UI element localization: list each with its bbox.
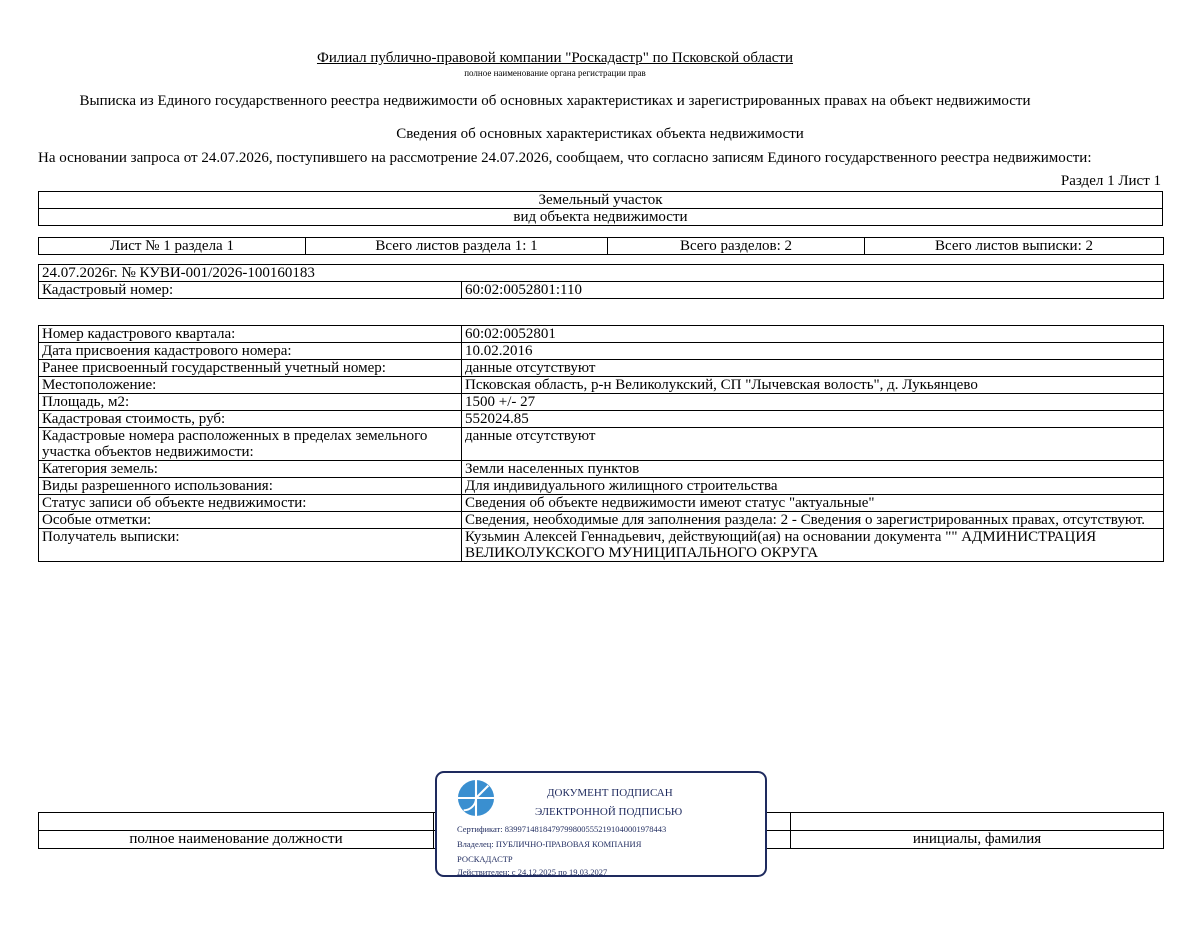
table-row (39, 461, 1164, 478)
section-label: Раздел 1 Лист 1 (1060, 173, 1161, 189)
row-label: Дата присвоения кадастрового номера: (39, 343, 462, 360)
table-row (39, 360, 1164, 377)
table-row (39, 326, 1164, 343)
row-value: Псковская область, р-н Великолукский, СП "Лычевская волость", д. Лукьянцево (462, 377, 1164, 394)
row-value: 1500 +/- 27 (462, 394, 1164, 411)
row-value: данные отсутствуют (462, 428, 1164, 461)
position-blank (39, 813, 434, 831)
roskadastr-logo-icon (457, 779, 495, 817)
document-title: Выписка из Единого государственного реестра недвижимости об основных характеристиках и зарегистрированных правах на объект недвижимости (79, 93, 1031, 109)
sections-total: Всего разделов: 2 (608, 238, 865, 255)
row-value: 60:02:0052801 (462, 326, 1164, 343)
row-value: 552024.85 (462, 411, 1164, 428)
object-type-table (38, 191, 1163, 226)
row-value: Сведения, необходимые для заполнения раздела: 2 - Сведения о зарегистрированных правах, отсутствуют. (462, 512, 1164, 529)
row-value: Земли населенных пунктов (462, 461, 1164, 478)
table-row (39, 478, 1164, 495)
table-row (39, 529, 1164, 562)
row-value: 10.02.2016 (462, 343, 1164, 360)
registration-table (38, 264, 1164, 299)
object-type-caption: вид объекта недвижимости (39, 209, 1163, 226)
object-type: Земельный участок (39, 192, 1163, 209)
org-caption: полное наименование органа регистрации прав (464, 68, 646, 78)
row-label: Ранее присвоенный государственный учетный номер: (39, 360, 462, 377)
e-signature-stamp (435, 771, 767, 877)
sheets-table (38, 237, 1164, 255)
row-value: данные отсутствуют (462, 360, 1164, 377)
name-blank (791, 813, 1164, 831)
row-label: Категория земель: (39, 461, 462, 478)
characteristics-table (38, 325, 1164, 562)
row-value: Для индивидуального жилищного строительства (462, 478, 1164, 495)
org-name: Филиал публично-правовой компании "Роскадастр" по Псковской области (316, 50, 794, 66)
cadastral-number-value: 60:02:0052801:110 (462, 282, 1164, 299)
sheet-number: Лист № 1 раздела 1 (39, 238, 306, 255)
stamp-line-electronic: ЭЛЕКТРОННОЙ ПОДПИСЬЮ (535, 806, 683, 818)
table-row (39, 343, 1164, 360)
row-label: Статус записи об объекте недвижимости: (39, 495, 462, 512)
sheets-total: Всего листов выписки: 2 (865, 238, 1164, 255)
name-caption: инициалы, фамилия (791, 831, 1164, 849)
row-label: Кадастровая стоимость, руб: (39, 411, 462, 428)
table-row (39, 394, 1164, 411)
table-row (39, 428, 1164, 461)
row-label: Площадь, м2: (39, 394, 462, 411)
row-value: Кузьмин Алексей Геннадьевич, действующий(ая) на основании документа "" АДМИНИСТРАЦИЯ ВЕЛИКОЛУКСКОГО МУНИЦИПАЛЬНОГО ОКРУГА (462, 529, 1164, 562)
table-row (39, 512, 1164, 529)
stamp-owner: Владелец: ПУБЛИЧНО-ПРАВОВАЯ КОМПАНИЯ (457, 839, 642, 849)
row-label: Виды разрешенного использования: (39, 478, 462, 495)
cadastral-number-label: Кадастровый номер: (39, 282, 462, 299)
row-label: Местоположение: (39, 377, 462, 394)
row-label: Особые отметки: (39, 512, 462, 529)
row-label: Получатель выписки: (39, 529, 462, 562)
table-row (39, 411, 1164, 428)
stamp-certificate: Сертификат: 83997148184797998005552191040001978443 (457, 824, 667, 834)
row-value: Сведения об объекте недвижимости имеют статус "актуальные" (462, 495, 1164, 512)
stamp-validity: Действителен: с 24.12.2025 по 19.03.2027 (457, 867, 608, 877)
position-caption: полное наименование должности (39, 831, 434, 849)
request-date-number: 24.07.2026г. № КУВИ-001/2026-100160183 (39, 265, 1164, 282)
stamp-line-signed: ДОКУМЕНТ ПОДПИСАН (547, 787, 673, 799)
table-row (39, 377, 1164, 394)
row-label: Номер кадастрового квартала: (39, 326, 462, 343)
request-line: На основании запроса от 24.07.2026, поступившего на рассмотрение 24.07.2026, сообщаем, что согласно записям Единого государственного реестра недвижимости: (38, 150, 1092, 166)
sheets-in-section: Всего листов раздела 1: 1 (306, 238, 608, 255)
table-row (39, 495, 1164, 512)
section-title: Сведения об основных характеристиках объекта недвижимости (396, 126, 804, 142)
row-label: Кадастровые номера расположенных в пределах земельного участка объектов недвижимости: (39, 428, 462, 461)
stamp-owner-name: РОСКАДАСТР (457, 854, 513, 864)
